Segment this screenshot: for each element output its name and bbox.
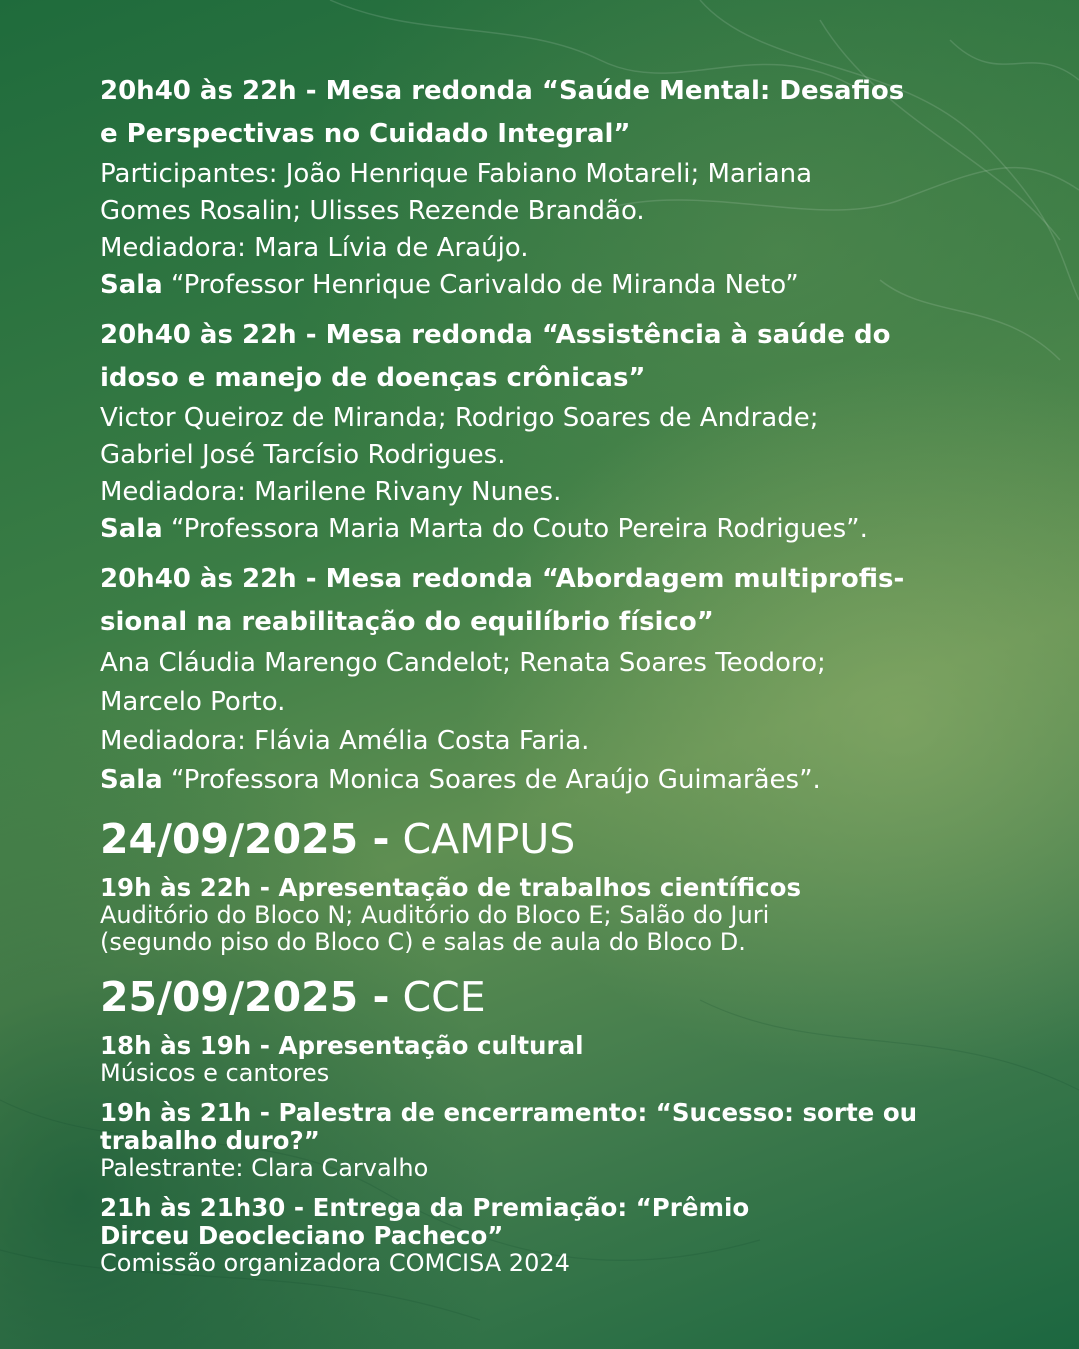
event-block-elderly-health [100,314,1000,548]
room-name: “Professora Monica Soares de Araújo Guimarães”. [171,765,821,795]
event-title: Palestra de encerramento: “Sucesso: sorte ou [278,1098,918,1127]
day-heading-cce [100,968,1000,1026]
event-title: Entrega da Premiação: “Prêmio [312,1193,750,1222]
event-title: e Perspectivas no Cuidado Integral” [100,119,631,149]
mediator-line: Mediadora: Mara Lívia de Araújo. [100,233,529,263]
event-title: Mesa redonda “Assistência à saúde do [325,320,891,350]
event-title: Apresentação de trabalhos científicos [278,873,802,902]
detail-line: Músicos e cantores [100,1059,330,1087]
day-place: CAMPUS [402,815,576,863]
separator: - [305,76,317,106]
day-date: 25/09/2025 - [100,973,390,1021]
event-time: 18h às 19h [100,1031,252,1060]
event-time: 20h40 às 22h [100,320,297,350]
day-date: 24/09/2025 - [100,815,390,863]
participants-line: Ana Cláudia Marengo Candelot; Renata Soares Teodoro; [100,648,826,678]
event-heading [100,70,1000,156]
event-title: Mesa redonda “Saúde Mental: Desafios [325,76,905,106]
day-heading-campus [100,810,1000,868]
event-time: 20h40 às 22h [100,76,297,106]
event-title: idoso e manejo de doenças crônicas” [100,363,646,393]
room-name: “Professor Henrique Carivaldo de Miranda Neto” [171,270,799,300]
participants-line: Gabriel José Tarcísio Rodrigues. [100,440,506,470]
event-title: Apresentação cultural [278,1031,584,1060]
room-label: Sala [100,514,163,544]
event-block-cultural [100,1032,1000,1087]
separator: - [305,564,317,594]
room-line [100,267,1000,304]
room-label: Sala [100,765,163,795]
room-line [100,511,1000,548]
event-heading [100,1032,1000,1060]
participants-line: Gomes Rosalin; Ulisses Rezende Brandão. [100,196,645,226]
participants-line: Victor Queiroz de Miranda; Rodrigo Soares de Andrade; [100,403,819,433]
schedule-content [100,70,1000,1289]
room-line [100,761,1000,800]
separator: - [293,1193,305,1222]
event-title: sional na reabilitação do equilíbrio físico” [100,607,714,637]
event-block-balance-rehab [100,558,1000,800]
room-name: “Professora Maria Marta do Couto Pereira Rodrigues”. [171,514,868,544]
room-label: Sala [100,270,163,300]
event-time: 19h às 21h [100,1098,252,1127]
day-place: CCE [402,973,486,1021]
mediator-line: Mediadora: Flávia Amélia Costa Faria. [100,726,590,756]
location-line: Auditório do Bloco N; Auditório do Bloco E; Salão do Juri [100,901,770,929]
organizer-line: Comissão organizadora COMCISA 2024 [100,1249,570,1277]
event-time: 20h40 às 22h [100,564,297,594]
participants-line: Marcelo Porto. [100,687,286,717]
event-title: Mesa redonda “Abordagem multiprofis- [325,564,905,594]
event-block-scientific-works [100,874,1000,956]
mediator-line: Mediadora: Marilene Rivany Nunes. [100,477,562,507]
event-block-closing-lecture [100,1099,1000,1182]
event-time: 21h às 21h30 [100,1193,286,1222]
event-heading [100,314,1000,400]
participants-line: Participantes: João Henrique Fabiano Motareli; Mariana [100,159,813,189]
speaker-line: Palestrante: Clara Carvalho [100,1154,429,1182]
event-heading [100,558,1000,644]
event-block-awards [100,1194,1000,1277]
separator: - [305,320,317,350]
event-block-mental-health [100,70,1000,304]
separator: - [259,1031,270,1060]
event-title: Dirceu Deocleciano Pacheco” [100,1221,504,1250]
event-heading [100,1194,1000,1250]
separator: - [259,1098,270,1127]
separator: - [259,873,270,902]
location-line: (segundo piso do Bloco C) e salas de aula do Bloco D. [100,928,746,956]
event-heading [100,874,1000,902]
event-title: trabalho duro?” [100,1126,320,1155]
event-heading [100,1099,1000,1155]
event-time: 19h às 22h [100,873,252,902]
